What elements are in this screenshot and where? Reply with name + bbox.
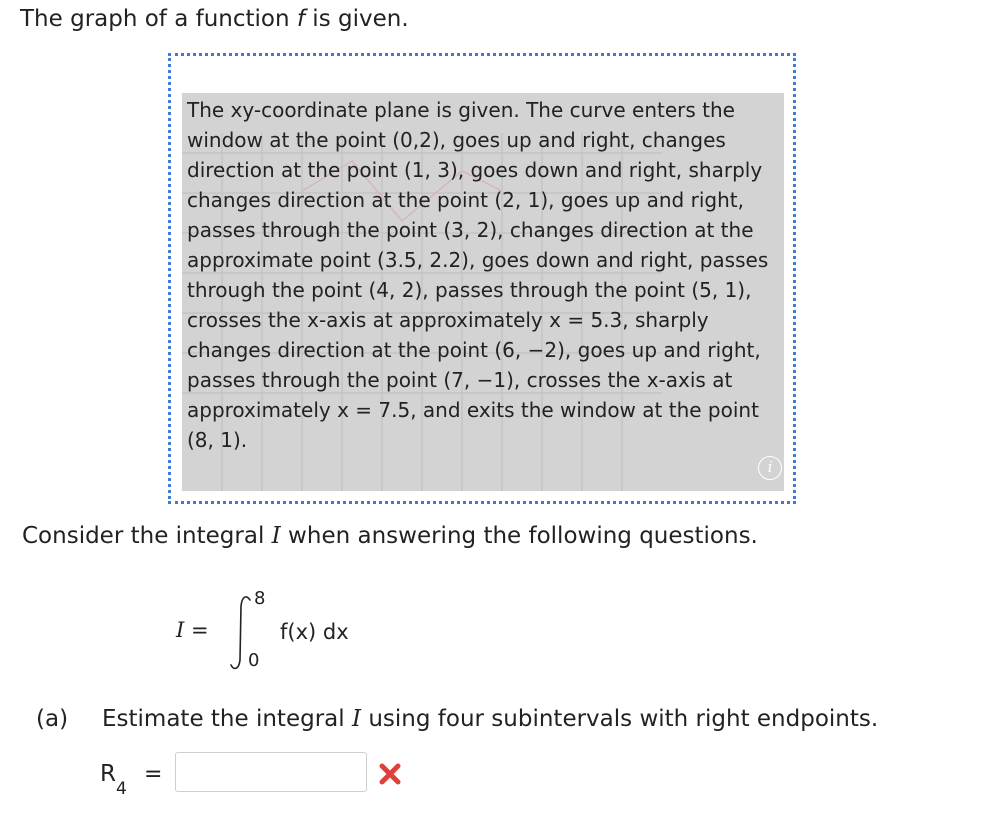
integral-lhs <box>176 616 209 644</box>
part-a-text-after: using four subintervals with right endpoints. <box>361 706 879 732</box>
consider-variable: I <box>271 523 281 549</box>
integral-lhs-variable: I <box>176 618 185 642</box>
answer-label: R <box>100 761 116 787</box>
integral-lower-limit: 0 <box>248 650 260 671</box>
integral-upper-limit: 8 <box>254 588 266 609</box>
consider-text-before: Consider the integral <box>22 523 272 549</box>
part-a-text-before: Estimate the integral <box>102 706 352 732</box>
part-a-question <box>36 704 878 734</box>
consider-text-after: when answering the following questions. <box>280 523 758 549</box>
graph-description: The xy-coordinate plane is given. The curve enters the window at the point (0,2), goes up and right, changes direction at the point (1, 3), goes down and right, sharply changes direction at the point (2, 1), goes up and right, passes through the point (3, 2), changes direction at the approximate point (3.5, 2.2), goes down and right, passes through the point (4, 2), passes through the point (5, 1), crosses the x-axis at approximately x = 5.3, sharply changes direction at the point (6, −2), goes up and right, passes through the point (7, −1), crosses the x-axis at approximately x = 7.5, and exits the window at the point (8, 1). <box>187 98 769 452</box>
prompt-function-name: f <box>296 6 305 32</box>
part-a-label: (a) <box>36 706 69 732</box>
integral-integrand: f(x) dx <box>280 620 349 644</box>
part-a-variable: I <box>351 706 362 732</box>
question-prompt <box>20 4 409 34</box>
consider-statement <box>22 521 758 551</box>
r4-answer-input[interactable] <box>175 752 367 792</box>
answer-subscript: 4 <box>116 779 127 799</box>
x-mark-icon <box>378 762 402 786</box>
graph-image <box>182 93 784 491</box>
integral-expression <box>176 588 436 678</box>
integral-equals: = <box>190 618 209 642</box>
prompt-text-before: The graph of a function <box>20 6 297 32</box>
prompt-text-after: is given. <box>305 6 409 32</box>
info-icon[interactable]: i <box>758 456 782 480</box>
answer-equals: = <box>144 762 163 787</box>
answer-row-r4 <box>100 752 420 799</box>
